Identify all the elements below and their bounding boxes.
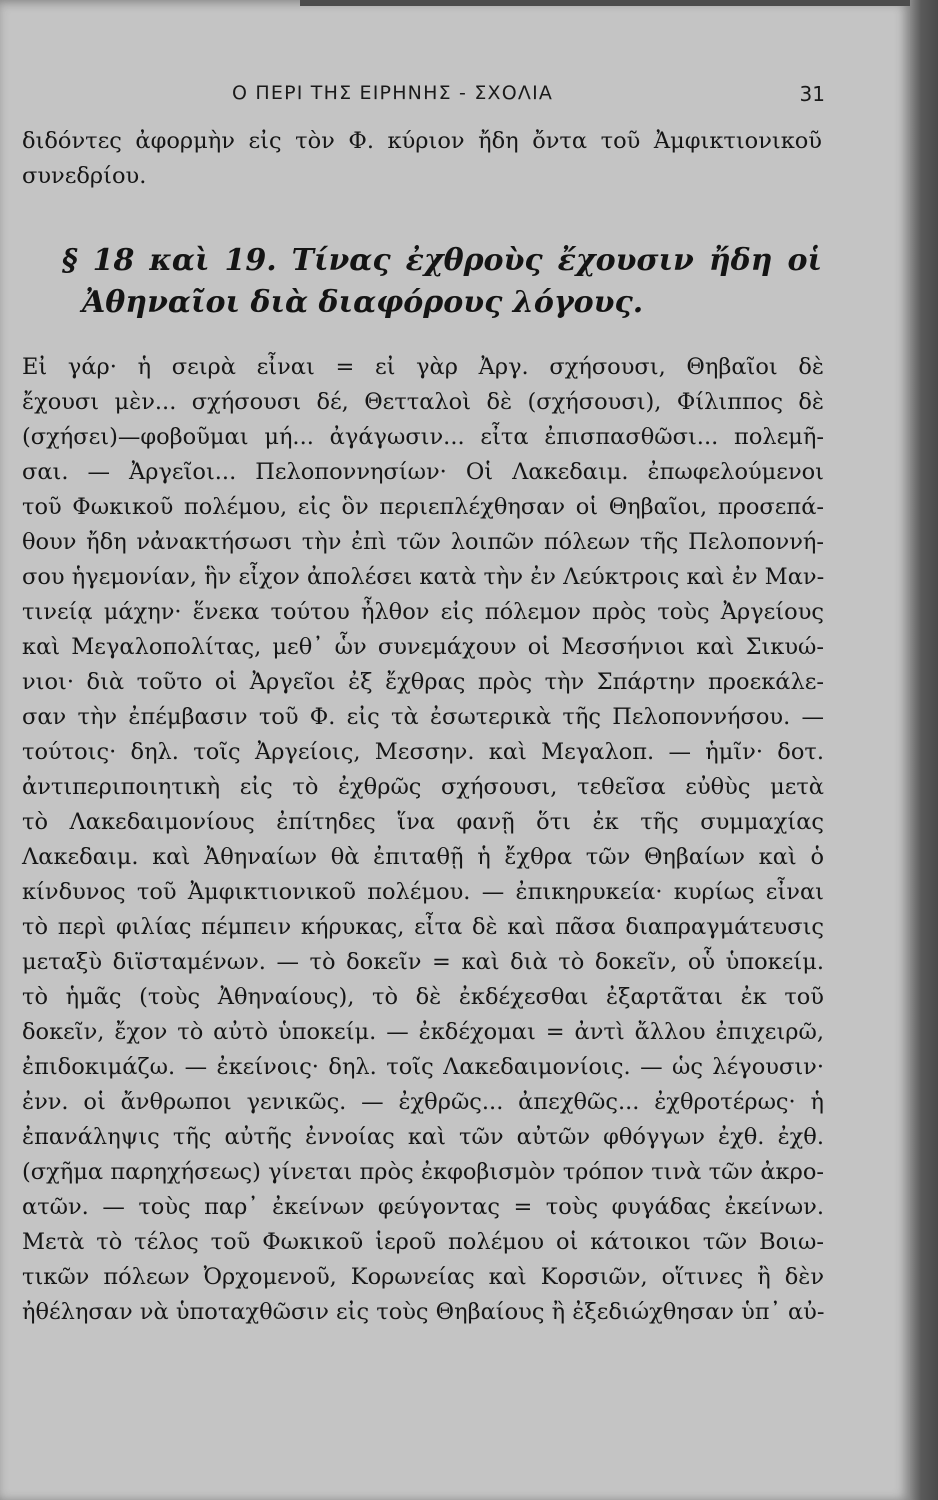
- text-line: τινείᾳ μάχην· ἕνεκα τούτου ἦλθον εἰς πόλεμον πρὸς τοὺς Ἀργείους: [22, 599, 824, 625]
- text-line: κίνδυνος τοῦ Ἀμφικτιονικοῦ πολέμου. — ἐπικηρυκεία· κυρίως εἶναι: [22, 879, 824, 905]
- text-line: τὸ Λακεδαιμονίους ἐπίτηδες ἵνα φανῇ ὅτι ἐκ τῆς συμμαχίας: [22, 809, 824, 835]
- section-heading: [62, 240, 822, 324]
- heading-line: Ἀθηναῖοι διὰ διαφόρους λόγους.: [82, 285, 644, 320]
- text-line: τὸ περὶ φιλίας πέμπειν κήρυκας, εἶτα δὲ καὶ πᾶσα διαπραγμάτευσις: [22, 914, 824, 940]
- text-line: σαν τὴν ἐπέμβασιν τοῦ Φ. εἰς τὰ ἐσωτερικὰ τῆς Πελοποννήσου. —: [22, 704, 824, 730]
- text-line: νιοι· διὰ τοῦτο οἱ Ἀργεῖοι ἐξ ἔχθρας πρὸς τὴν Σπάρτην προεκάλε-: [22, 669, 824, 695]
- intro-paragraph: [22, 124, 822, 194]
- page-edge: [910, 0, 938, 1500]
- text-line: τὸ ἡμᾶς (τοὺς Ἀθηναίους), τὸ δὲ ἐκδέχεσθαι ἐξαρτᾶται ἐκ τοῦ: [22, 984, 824, 1010]
- text-line: ἐπανάληψις τῆς αὐτῆς ἐννοίας καὶ τῶν αὐτῶν φθόγγων ἐχθ. ἐχθ.: [22, 1124, 824, 1150]
- page-number: 31: [799, 82, 825, 106]
- text-line: συνεδρίου.: [22, 163, 147, 189]
- text-line: τικῶν πόλεων Ὀρχομενοῦ, Κορωνείας καὶ Κορσιῶν, οἵτινες ἢ δὲν: [22, 1264, 824, 1290]
- text-line: δοκεῖν, ἔχον τὸ αὐτὸ ὑποκείμ. — ἐκδέχομαι = ἀντὶ ἄλλου ἐπιχειρῶ,: [22, 1019, 824, 1045]
- text-line: ατῶν. — τοὺς παρ᾽ ἐκείνων φεύγοντας = τοὺς φυγάδας ἐκείνων.: [22, 1194, 824, 1220]
- text-line: ἐνν. οἱ ἄνθρωποι γενικῶς. — ἐχθρῶς... ἀπεχθῶς... ἐχθροτέρως· ἡ: [22, 1089, 824, 1115]
- text-line: (σχήσει)—φοβοῦμαι μή... ἀγάγωσιν... εἶτα ἐπισπασθῶσι... πολεμῆ-: [22, 424, 824, 450]
- text-line: ἠθέλησαν νὰ ὑποταχθῶσιν εἰς τοὺς Θηβαίους ἢ ἐξεδιώχθησαν ὑπ᾽ αὐ-: [22, 1299, 825, 1325]
- text-line: μεταξὺ διϊσταμένων. — τὸ δοκεῖν = καὶ διὰ τὸ δοκεῖν, οὗ ὑποκείμ.: [22, 949, 824, 975]
- text-line: ἐπιδοκιμάζω. — ἐκείνοις· δηλ. τοῖς Λακεδαιμονίοις. — ὡς λέγουσιν·: [22, 1054, 824, 1080]
- text-line: καὶ Μεγαλοπολίτας, μεθ᾽ ὧν συνεμάχουν οἱ Μεσσήνιοι καὶ Σικυώ-: [22, 634, 824, 660]
- running-header: [0, 82, 910, 112]
- page-top-shadow: [300, 0, 910, 6]
- text-line: σαι. — Ἀργεῖοι... Πελοποννησίων· Οἱ Λακεδαιμ. ἐπωφελούμενοι: [22, 459, 824, 485]
- text-line: θουν ἤδη νἀνακτήσωσι τὴν ἐπὶ τῶν λοιπῶν πόλεων τῆς Πελοποννή-: [22, 529, 824, 555]
- text-line: τούτοις· δηλ. τοῖς Ἀργείοις, Μεσσην. καὶ Μεγαλοπ. — ἡμῖν· δοτ.: [22, 739, 824, 765]
- text-line: ἔχουσι μὲν... σχήσουσι δέ, Θετταλοὶ δὲ (σχήσουσι), Φίλιππος δὲ: [22, 389, 824, 415]
- text-line: Εἰ γάρ· ἡ σειρὰ εἶναι = εἰ γὰρ Ἀργ. σχήσουσι, Θηβαῖοι δὲ: [22, 354, 824, 380]
- commentary-paragraph: [22, 350, 824, 1330]
- text-line: Μετὰ τὸ τέλος τοῦ Φωκικοῦ ἱεροῦ πολέμου οἱ κάτοικοι τῶν Βοιω-: [22, 1229, 824, 1255]
- header-title: Ο ΠΕΡΙ ΤΗΣ ΕΙΡΗΝΗΣ - ΣΧΟΛΙΑ: [232, 82, 554, 104]
- text-line: σου ἡγεμονίαν, ἣν εἶχον ἀπολέσει κατὰ τὴν ἐν Λεύκτροις καὶ ἐν Μαν-: [22, 564, 825, 590]
- heading-line: § 18 καὶ 19. Τίνας ἐχθροὺς ἔχουσιν ἤδη οἱ: [62, 243, 822, 278]
- text-line: ἀντιπεριποιητικὴ εἰς τὸ ἐχθρῶς σχήσουσι, τεθεῖσα εὐθὺς μετὰ: [22, 774, 824, 800]
- text-line: (σχῆμα παρηχήσεως) γίνεται πρὸς ἐκφοβισμὸν τρόπον τινὰ τῶν ἀκρο-: [22, 1159, 824, 1185]
- text-line: τοῦ Φωκικοῦ πολέμου, εἰς ὃν περιεπλέχθησαν οἱ Θηβαῖοι, προσεπά-: [22, 494, 824, 520]
- text-line: διδόντες ἀφορμὴν εἰς τὸν Φ. κύριον ἤδη ὄντα τοῦ Ἀμφικτιονικοῦ: [22, 128, 822, 154]
- text-line: Λακεδαιμ. καὶ Ἀθηναίων θὰ ἐπιταθῇ ἡ ἔχθρα τῶν Θηβαίων καὶ ὁ: [22, 844, 824, 870]
